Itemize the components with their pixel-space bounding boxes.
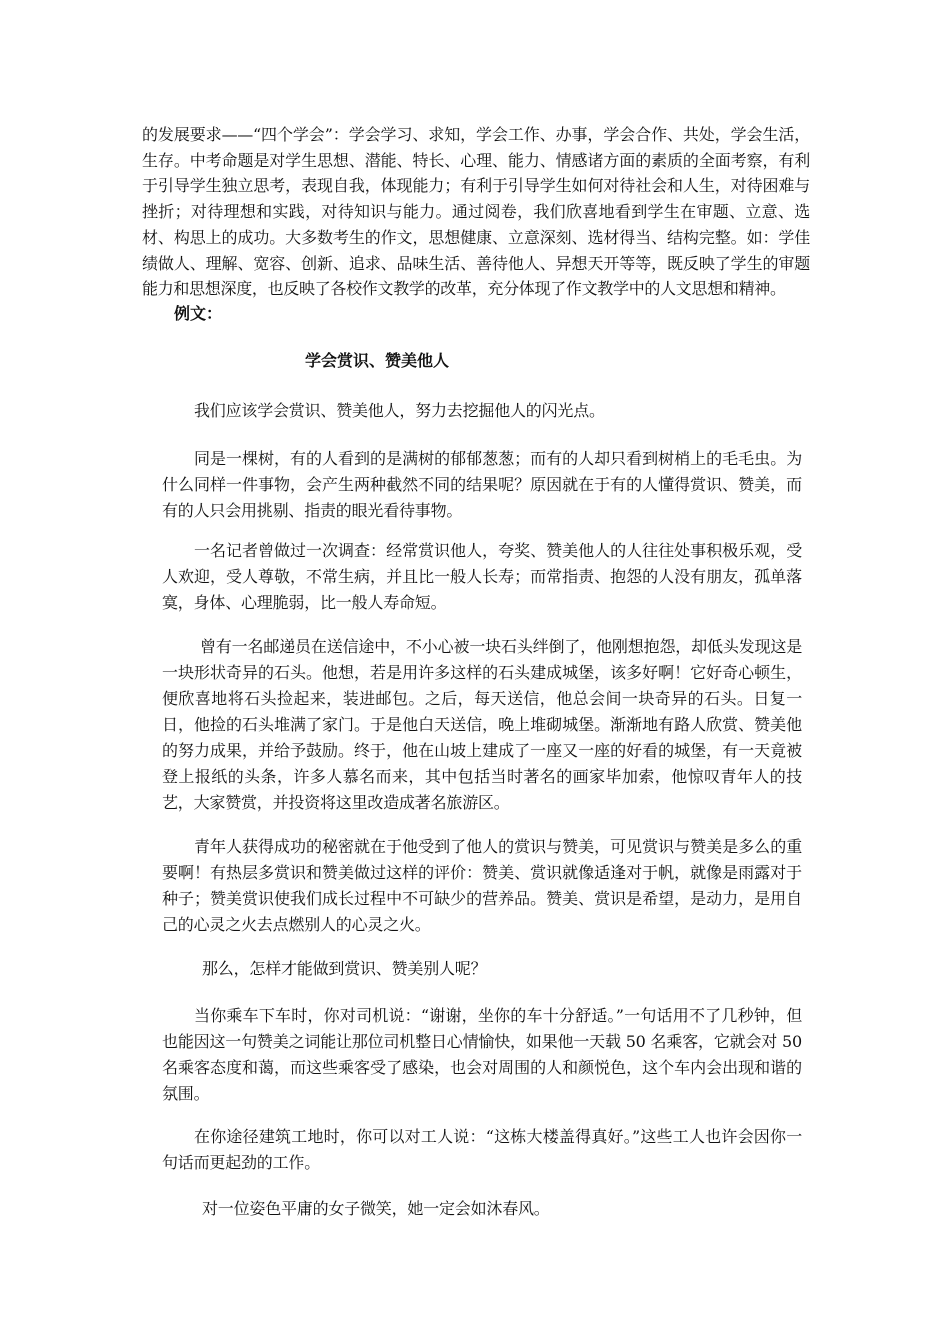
essay-paragraph-2: 同是一棵树，有的人看到的是满树的郁郁葱葱；而有的人却只看到树梢上的毛毛虫。为什么同样一件事物，会产生两种截然不同的结果呢？原因就在于有的人懂得赏识、赞美，而有的人只会用挑剔、指责的眼光看待事物。	[162, 449, 802, 520]
intro-paragraph: 的发展要求——“四个学会”：学会学习、求知，学会工作、办事，学会合作、共处，学会生活，生存。中考命题是对学生思想、潜能、特长、心理、能力、情感诸方面的素质的全面考察，有利于引导学生独立思考，表现自我，体现能力；有利于引导学生如何对待社会和人生，对待困难与挫折；对待理想和实践，对待知识与能力。通过阅卷，我们欣喜地看到学生在审题、立意、选材、构思上的成功。大多数考生的作文，思想健康、立意深刻、选材得当、结构完整。如：学佳绩做人、理解、宽容、创新、追求、品味生活、善待他人、异想天开等等，既反映了学生的审题能力和思想深度，也反映了各校作文教学的改革，充分体现了作文教学中的人文思想和精神。	[142, 125, 810, 299]
essay-title: 学会赏识、赞美他人	[305, 351, 450, 370]
essay-paragraph-7: 当你乘车下车时，你对司机说：“谢谢，坐你的车十分舒适。”一句话用不了几秒钟，但也能因这一句赞美之词能让那位司机整日心情愉快，如果他一天载 50 名乘客，它就会对 50 名乘客态度和蔼，而这些乘客受了感染，也会对周围的人和颜悦色，这个车内会出现和谐的氛围。	[162, 1006, 802, 1103]
essay-paragraph-3: 一名记者曾做过一次调查：经常赏识他人，夸奖、赞美他人的人往往处事积极乐观，受人欢迎，受人尊敬，不常生病，并且比一般人长寿；而常指责、抱怨的人没有朋友，孤单落寞，身体、心理脆弱，比一般人寿命短。	[162, 541, 802, 612]
essay-paragraph-8: 在你途径建筑工地时，你可以对工人说：“这栋大楼盖得真好。”这些工人也许会因你一句话而更起劲的工作。	[162, 1127, 802, 1172]
essay-paragraph-6: 那么，怎样才能做到赏识、赞美别人呢？	[202, 959, 487, 978]
example-label: 例文：	[174, 304, 223, 323]
essay-paragraph-5: 青年人获得成功的秘密就在于他受到了他人的赏识与赞美，可见赏识与赞美是多么的重要啊！有热层多赏识和赞美做过这样的评价：赞美、赏识就像适逢对于帆，就像是雨露对于种子；赞美赏识使我们成长过程中不可缺少的营养品。赞美、赏识是希望，是动力，是用自己的心灵之火去点燃别人的心灵之火。	[162, 837, 802, 934]
essay-paragraph-1: 我们应该学会赏识、赞美他人，努力去挖掘他人的闪光点。	[194, 401, 605, 420]
essay-paragraph-9: 对一位姿色平庸的女子微笑，她一定会如沐春风。	[202, 1199, 550, 1218]
essay-paragraph-4: 曾有一名邮递员在送信途中，不小心被一块石头绊倒了，他刚想抱怨，却低头发现这是一块形状奇异的石头。他想，若是用许多这样的石头建成城堡，该多好啊！它好奇心顿生，便欣喜地将石头捡起来，装进邮包。之后，每天送信，他总会间一块奇异的石头。日复一日，他捡的石头堆满了家门。于是他白天送信，晚上堆砌城堡。渐渐地有路人欣赏、赞美他的努力成果，并给予鼓励。终于，他在山坡上建成了一座又一座的好看的城堡，有一天竟被登上报纸的头条，许多人慕名而来，其中包括当时著名的画家毕加索，他惊叹青年人的技艺，大家赞赏，并投资将这里改造成著名旅游区。	[162, 637, 802, 812]
